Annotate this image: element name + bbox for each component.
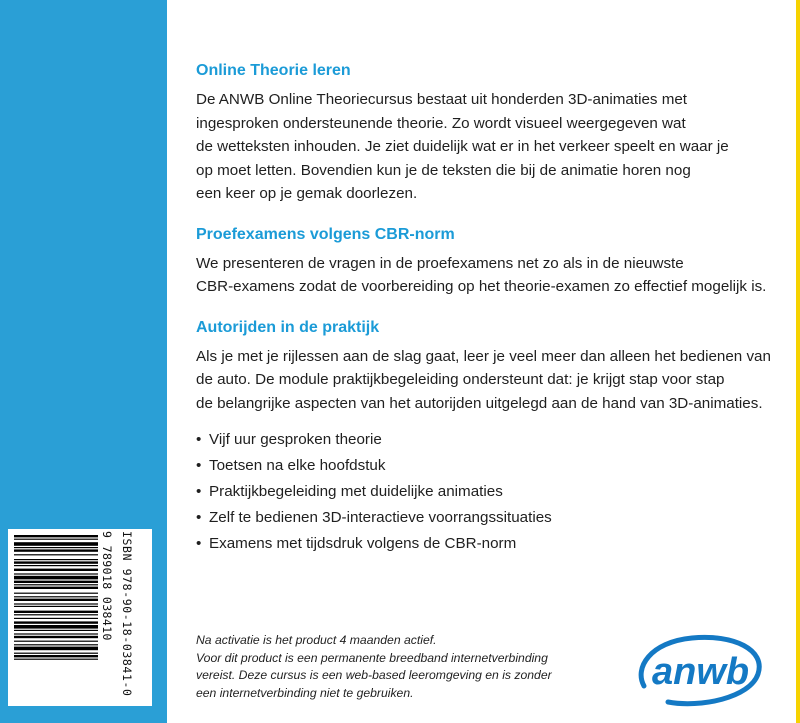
section-heading: Autorijden in de praktijk	[196, 318, 380, 336]
barcode-bar	[14, 584, 98, 585]
barcode-bar	[14, 655, 98, 657]
barcode-bar	[14, 659, 98, 660]
cover-yellow-edge	[796, 0, 800, 723]
barcode-bar	[14, 549, 98, 551]
barcode-bar	[14, 596, 98, 597]
barcode-bar	[14, 565, 98, 566]
section-online-theorie	[196, 62, 786, 206]
section-body: We presenteren de vragen in de proefexamens net zo als in de nieuwste CBR-examens zodat de voorbereiding op het theorie-examen zo effectief mogelijk is.	[196, 254, 767, 295]
back-cover-text	[196, 62, 786, 557]
list-item: • Zelf te bedienen 3D-interactieve voorrangssituaties	[196, 509, 552, 526]
section-proefexamens	[196, 226, 786, 299]
barcode-bar	[14, 614, 98, 615]
isbn-barcode	[8, 529, 152, 706]
barcode-bar	[14, 587, 98, 589]
barcode-bar	[14, 593, 98, 594]
barcode-bar	[14, 630, 98, 631]
barcode-bar	[14, 603, 98, 604]
barcode-bar	[14, 611, 98, 613]
list-item: • Examens met tijdsdruk volgens de CBR-norm	[196, 535, 517, 552]
barcode-bar	[14, 542, 98, 546]
barcode-bar	[14, 539, 98, 540]
anwb-logo	[630, 628, 770, 710]
barcode-bar	[14, 618, 98, 619]
footer-note: Na activatie is het product 4 maanden actief. Voor dit product is een permanente breedband internetverbinding vereist. Deze cursus is een web-based leeromgeving en is zonder een internetverbinding niet te gebruiken.	[196, 633, 552, 700]
feature-list	[196, 427, 786, 557]
list-item: • Vijf uur gesproken theorie	[196, 431, 382, 448]
section-body: Als je met je rijlessen aan de slag gaat, leer je veel meer dan alleen het bedienen van de auto. De module praktijkbegeleiding ondersteunt dat: je krijgt stap voor stap de belangrijke aspecten van het autorijden uitgelegd aan de hand van 3D-animaties.	[196, 347, 771, 412]
barcode-bar	[14, 573, 98, 574]
anwb-logo-graphic	[630, 628, 770, 710]
barcode-bar	[14, 641, 98, 642]
section-autorijden	[196, 319, 786, 416]
barcode-bar	[14, 576, 98, 580]
isbn-label: ISBN 978-90-18-03841-0	[120, 531, 134, 697]
barcode-bar	[14, 547, 98, 548]
barcode-bar	[14, 606, 98, 607]
barcode-bar	[14, 554, 98, 555]
section-heading: Proefexamens volgens CBR-norm	[196, 225, 455, 243]
barcode-bar	[14, 599, 98, 601]
barcode-bar	[14, 535, 98, 537]
barcode-bar	[14, 625, 98, 629]
barcode-bar	[14, 653, 98, 654]
barcode-bar	[14, 561, 98, 563]
barcode-bar	[14, 559, 98, 560]
barcode-digits: 9 789018 038410	[100, 531, 114, 641]
barcode-bar	[14, 621, 98, 623]
barcode-bar	[14, 636, 98, 638]
barcode-bar	[14, 569, 98, 571]
barcode-bar	[14, 647, 98, 651]
barcode-bar	[14, 581, 98, 583]
barcode-bar	[14, 633, 98, 634]
list-item: • Praktijkbegeleiding met duidelijke animaties	[196, 483, 503, 500]
barcode-bars	[14, 535, 98, 701]
barcode-bar	[14, 644, 98, 645]
logo-wordmark: anwb	[652, 651, 750, 693]
list-item: • Toetsen na elke hoofdstuk	[196, 457, 386, 474]
section-body: De ANWB Online Theoriecursus bestaat uit honderden 3D-animaties met ingesproken ondersteunende theorie. Zo wordt visueel weergegeven wat de wetteksten inhouden. Je ziet duidelijk wat er in het verkeer speelt en waar je op moet letten. Bovendien kun je de teksten die bij de animatie horen nog een keer op je gemak doorlezen.	[196, 91, 729, 202]
section-heading: Online Theorie leren	[196, 62, 351, 79]
